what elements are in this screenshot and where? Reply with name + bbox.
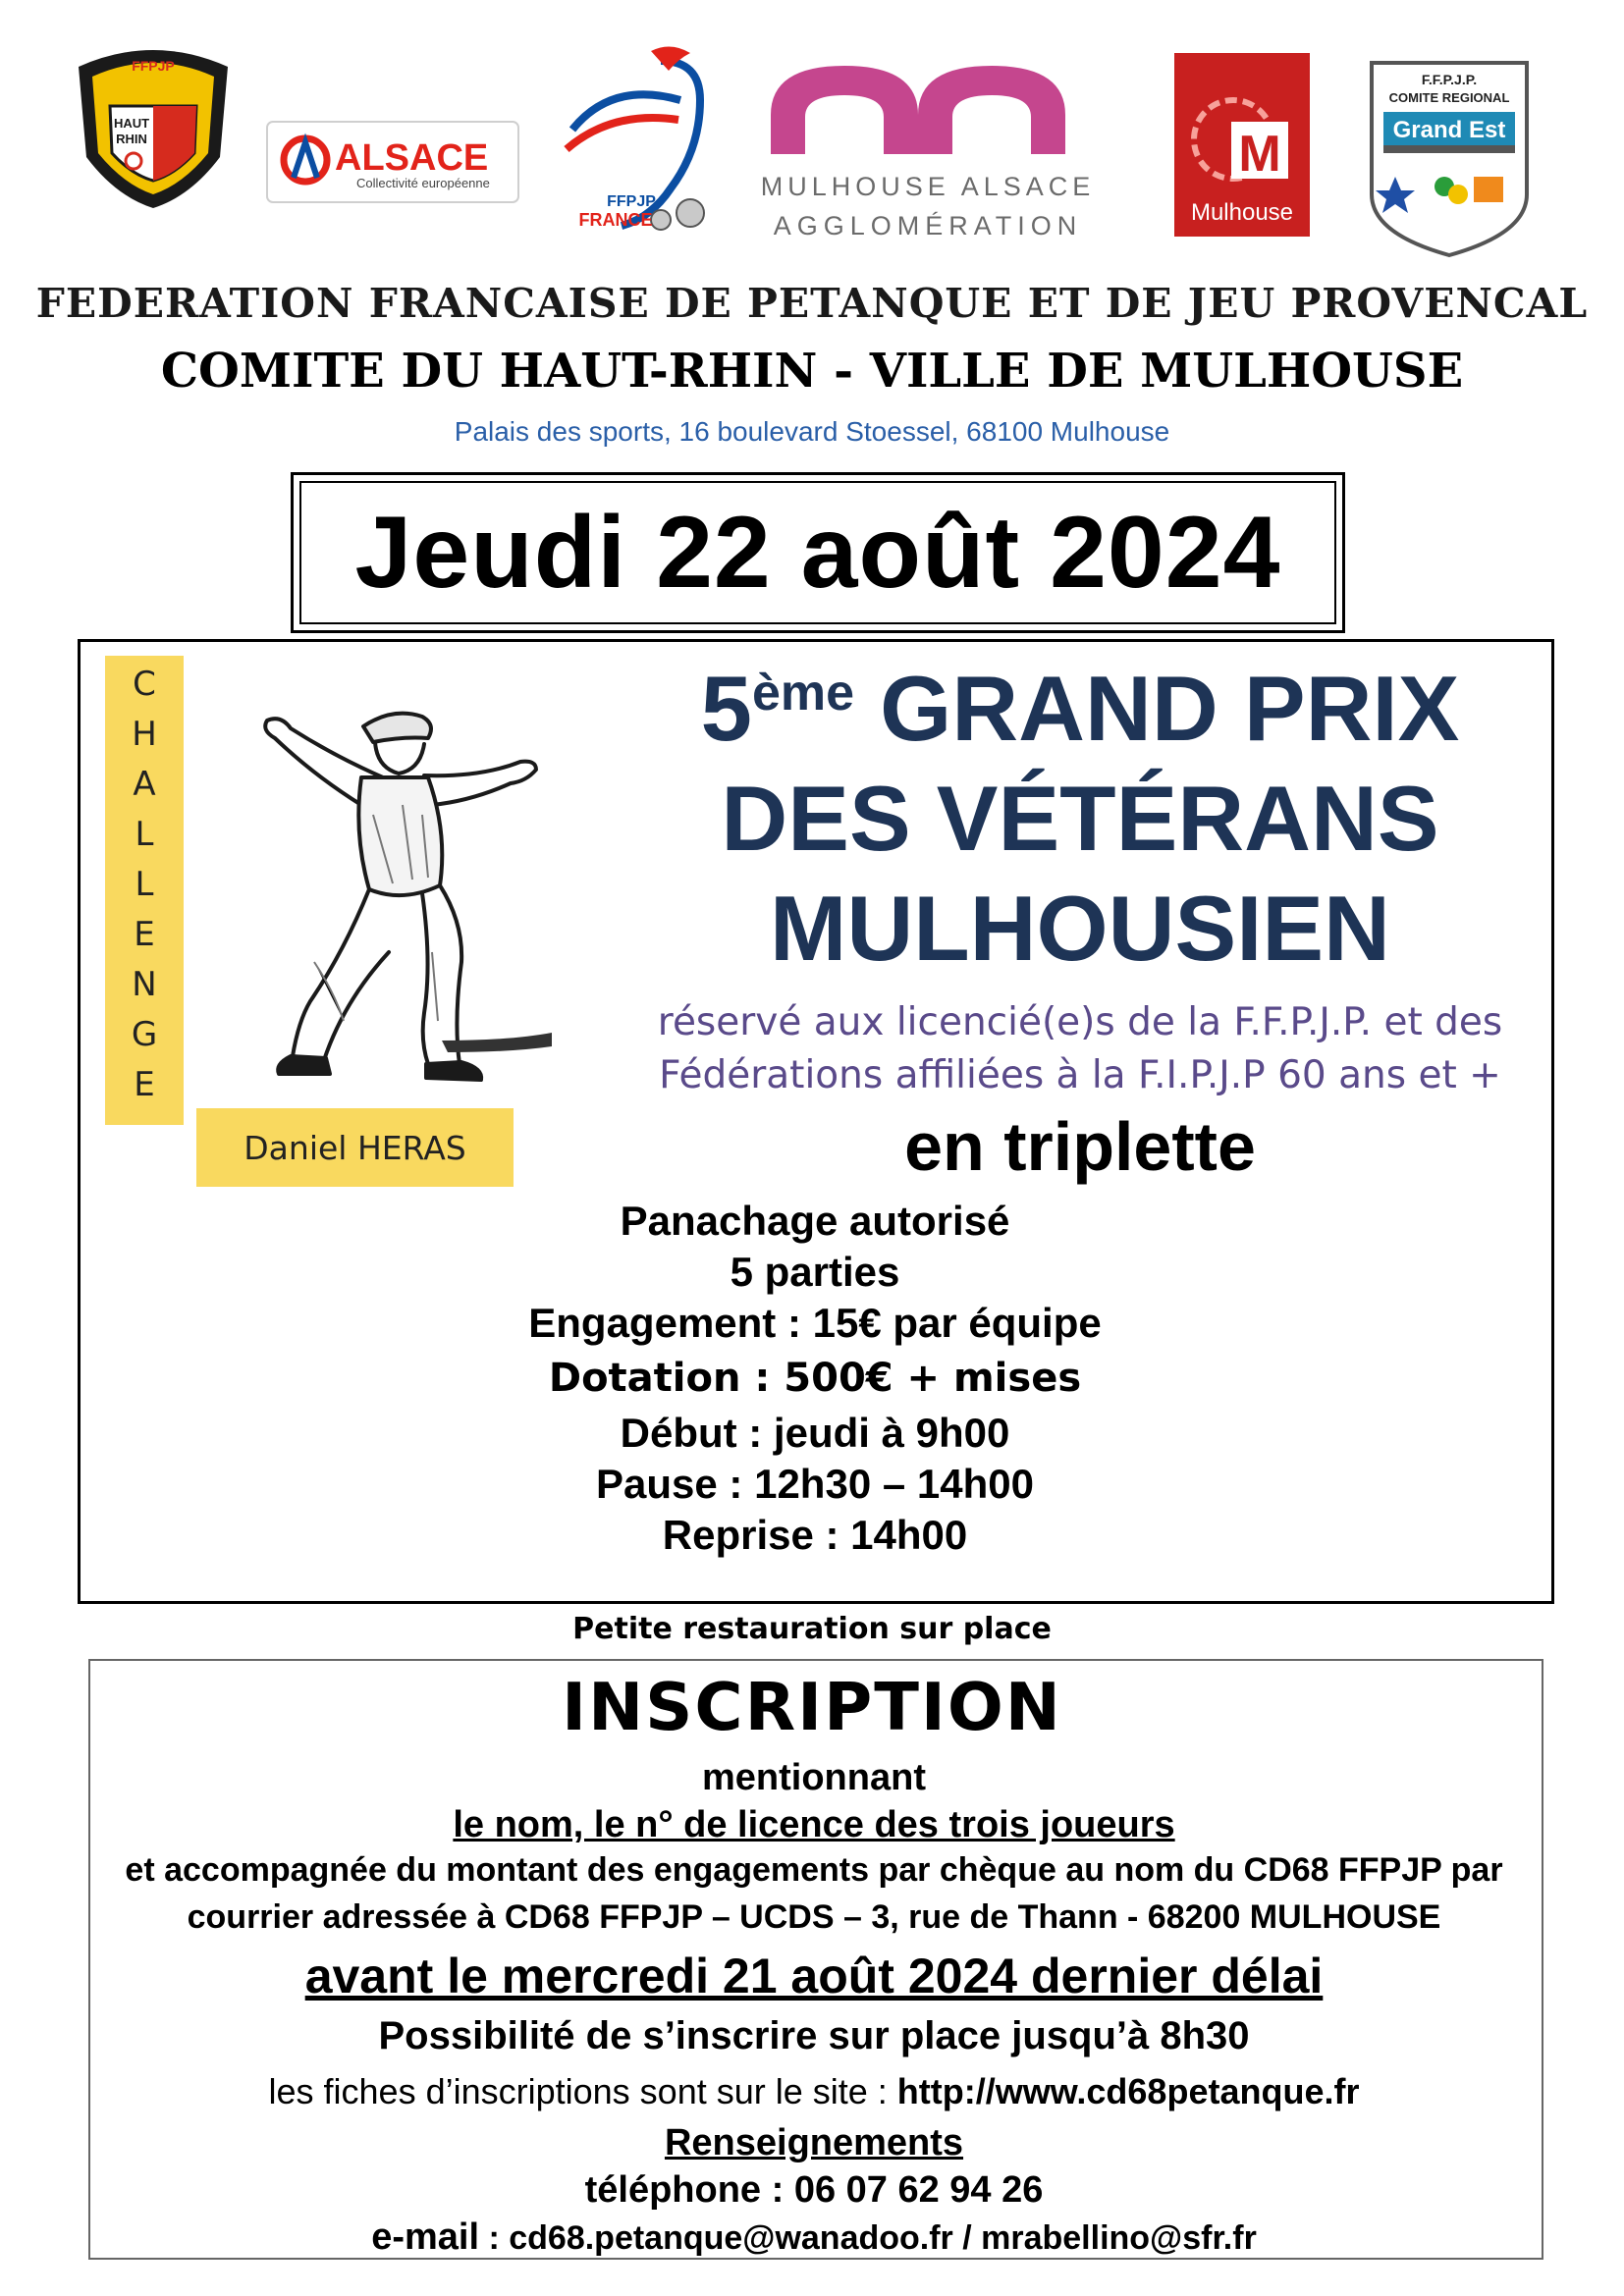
website-link[interactable]: http://www.cd68petanque.fr [896, 2071, 1360, 2111]
eligibility-note [609, 996, 1551, 1102]
detail-engagement: Engagement : 15€ par équipe [528, 1300, 1102, 1346]
svg-text:Mulhouse: Mulhouse [1190, 199, 1294, 226]
edition-suffix: ème [751, 665, 855, 721]
contact-telephone: téléphone : 06 07 62 94 26 [584, 2169, 1044, 2211]
renseignements-heading: Renseignements [664, 2122, 964, 2163]
detail-panachage: Panachage autorisé [620, 1198, 1010, 1244]
inscription-line-cheque: et accompagnée du montant des engagements par chèque au nom du CD68 FFPJP par [125, 1851, 1503, 1889]
detail-reprise: Reprise : 14h00 [662, 1512, 968, 1558]
svg-text:Collectivité européenne: Collectivité européenne [356, 176, 490, 190]
contact-email-line [88, 2216, 1540, 2259]
edition-number: 5 [700, 657, 752, 760]
comite-regional-grand-est-logo [1366, 57, 1533, 259]
svg-text:RHIN: RHIN [116, 132, 147, 146]
svg-text:ALSACE: ALSACE [335, 137, 489, 179]
challenge-letter: H [132, 715, 157, 754]
inscription-line-licence: le nom, le n° de licence des trois joueurs [453, 1804, 1175, 1845]
venue-address: Palais des sports, 16 boulevard Stoessel, 68100 Mulhouse [454, 416, 1170, 447]
inscription-deadline: avant le mercredi 21 août 2024 dernier délai [304, 1949, 1324, 2003]
challenge-letter: L [135, 815, 154, 854]
challenge-banner [105, 656, 184, 1125]
challenge-letter: A [133, 765, 156, 804]
challenge-letter: C [133, 665, 156, 704]
svg-text:Grand Est: Grand Est [1392, 117, 1506, 143]
inscription-title: INSCRIPTION [562, 1669, 1062, 1745]
eligibility-line2: Fédérations affiliées à la F.I.P.J.P 60 ans et + [659, 1053, 1501, 1097]
grand-prix-title-line3: MULHOUSIEN [770, 877, 1390, 980]
svg-text:M: M [1238, 126, 1281, 183]
detail-debut: Début : jeudi à 9h00 [620, 1410, 1010, 1456]
grand-prix-label: GRAND PRIX [880, 657, 1460, 760]
svg-text:FRANCE: FRANCE [578, 210, 653, 230]
mulhouse-alsace-agglomeration-logo [761, 56, 1095, 242]
challenge-letter: N [132, 965, 157, 1004]
svg-text:AGGLOMÉRATION: AGGLOMÉRATION [773, 211, 1083, 240]
challenge-letter: L [135, 865, 154, 904]
detail-pause: Pause : 12h30 – 14h00 [596, 1461, 1034, 1507]
svg-text:COMITE REGIONAL: COMITE REGIONAL [1388, 90, 1510, 105]
email-label: e-mail [371, 2216, 480, 2258]
haut-rhin-logo [73, 39, 234, 212]
svg-text:F.F.P.J.P.: F.F.P.J.P. [1421, 72, 1478, 87]
eligibility-line1: réservé aux licencié(e)s de la F.F.P.J.P. et des [657, 1000, 1503, 1044]
federation-title: FEDERATION FRANCAISE DE PETANQUE ET DE JEU PROVENCAL [35, 280, 1589, 327]
email-addresses[interactable]: : cd68.petanque@wanadoo.fr / mrabellino@sfr.fr [479, 2219, 1257, 2257]
game-format: en triplette [904, 1108, 1256, 1185]
inscription-onsite: Possibilité de s’inscrire sur place jusqu’à 8h30 [378, 2014, 1250, 2057]
event-date: Jeudi 22 août 2024 [354, 495, 1281, 610]
petanque-player-illustration [196, 667, 560, 1099]
inscription-line-courrier: courrier adressée à CD68 FFPJP – UCDS – 3, rue de Thann - 68200 MULHOUSE [187, 1898, 1441, 1936]
ville-de-mulhouse-logo [1174, 53, 1310, 237]
detail-dotation: Dotation : 500€ + mises [548, 1356, 1082, 1401]
svg-text:HAUT: HAUT [113, 116, 150, 131]
ffpjp-france-logo [553, 41, 724, 238]
website-prefix: les fiches d’inscriptions sont sur le site : [268, 2071, 897, 2111]
grand-prix-title-line1 [609, 656, 1551, 762]
date-box-inner [299, 481, 1336, 624]
challenge-letter: E [134, 915, 155, 954]
detail-parties: 5 parties [730, 1249, 900, 1295]
event-details [373, 1196, 1257, 1561]
illustration-author: Daniel HERAS [196, 1108, 514, 1187]
grand-prix-title-line2: DES VÉTÉRANS [721, 767, 1439, 870]
svg-text:MULHOUSE ALSACE: MULHOUSE ALSACE [761, 172, 1095, 201]
alsace-logo [266, 121, 519, 203]
comite-title: COMITE DU HAUT-RHIN - VILLE DE MULHOUSE [160, 344, 1464, 399]
inscription-website-line [88, 2071, 1540, 2112]
svg-text:FFPJP: FFPJP [607, 193, 656, 210]
inscription-line-mentionnant: mentionnant [702, 1757, 926, 1798]
svg-text:FFPJP: FFPJP [132, 58, 175, 74]
challenge-letter: G [131, 1015, 158, 1054]
restauration-note: Petite restauration sur place [572, 1612, 1052, 1646]
date-box [291, 472, 1345, 633]
challenge-letter: E [134, 1065, 155, 1104]
